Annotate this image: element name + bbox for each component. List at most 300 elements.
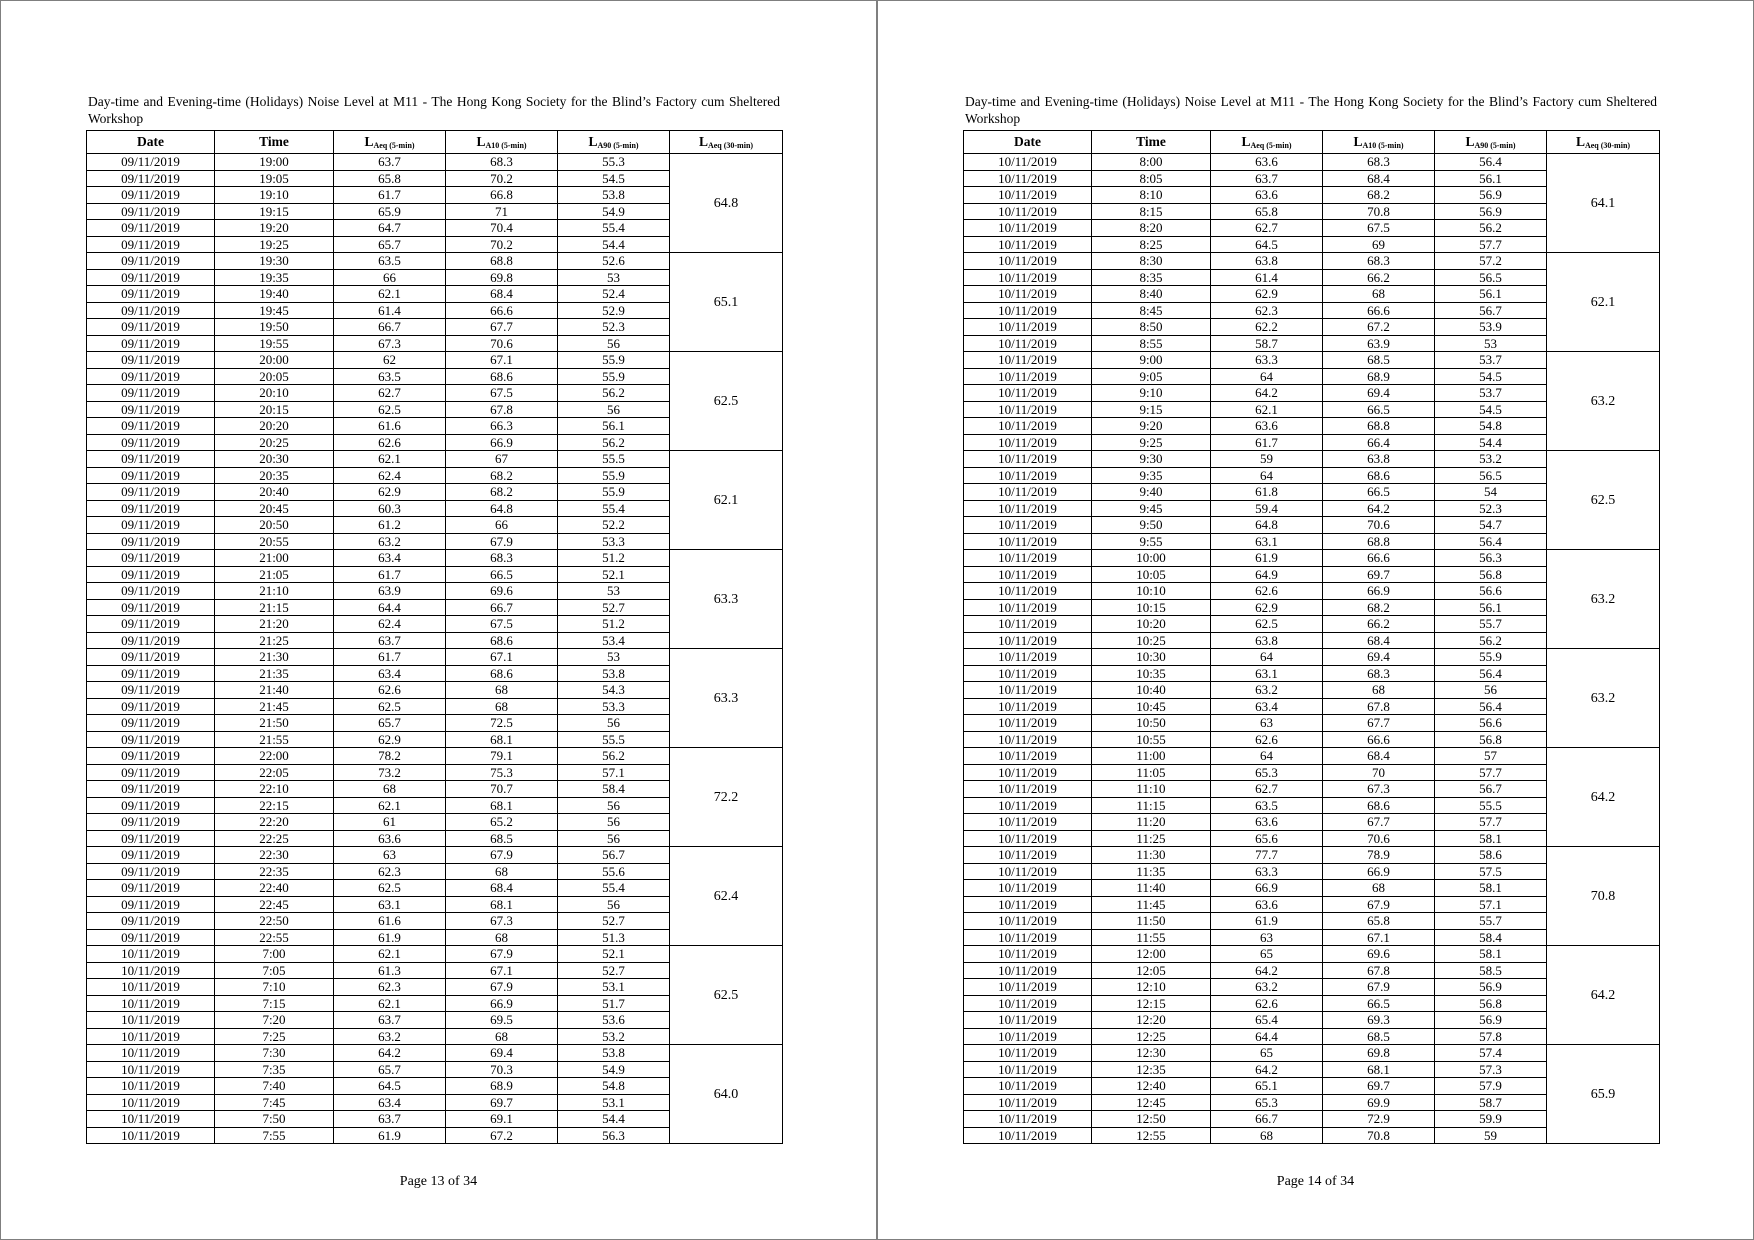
la90-5min-column-header: $L_{A90 (5-min)}$ [1435, 131, 1547, 154]
la90-5min-cell: 56.7 [558, 847, 670, 864]
table-caption: Day-time and Evening-time (Holidays) Noise Level at M11 - The Hong Kong Society for the Blind’s Factory cum Sheltered Workshop [88, 94, 780, 126]
la90-5min-cell: 53 [1435, 335, 1547, 352]
la90-5min-cell: 56 [558, 401, 670, 418]
la10-5min-cell: 70.2 [446, 236, 558, 253]
laeq-5min-cell: 65.1 [1211, 1078, 1323, 1095]
time-cell: 9:45 [1092, 500, 1211, 517]
la90-5min-cell: 56.3 [558, 1127, 670, 1144]
la90-5min-cell: 54.7 [1435, 517, 1547, 534]
date-cell: 09/11/2019 [87, 550, 215, 567]
time-cell: 21:20 [215, 616, 334, 633]
date-cell: 09/11/2019 [87, 451, 215, 468]
laeq-5min-cell: 63.7 [1211, 170, 1323, 187]
la90-5min-cell: 55.4 [558, 880, 670, 897]
table-row [964, 352, 1660, 369]
la10-5min-cell: 68 [446, 929, 558, 946]
date-cell: 10/11/2019 [964, 517, 1092, 534]
laeq-5min-cell: 65.7 [334, 1061, 446, 1078]
date-cell: 10/11/2019 [964, 781, 1092, 798]
la90-5min-cell: 51.2 [558, 550, 670, 567]
la10-5min-cell: 79.1 [446, 748, 558, 765]
la10-5min-cell: 68.9 [1323, 368, 1435, 385]
la10-5min-cell: 67.8 [446, 401, 558, 418]
laeq-5min-cell: 78.2 [334, 748, 446, 765]
la10-5min-cell: 70.8 [1323, 1127, 1435, 1144]
la90-5min-cell: 51.7 [558, 995, 670, 1012]
date-cell: 10/11/2019 [964, 220, 1092, 237]
time-cell: 19:00 [215, 154, 334, 171]
time-cell: 7:40 [215, 1078, 334, 1095]
la10-5min-cell: 70.8 [1323, 203, 1435, 220]
la90-5min-cell: 57.1 [1435, 896, 1547, 913]
laeq-5min-cell: 63.6 [1211, 154, 1323, 171]
la10-5min-cell: 66.9 [446, 995, 558, 1012]
la90-5min-cell: 56.9 [1435, 1012, 1547, 1029]
la90-5min-cell: 56.6 [1435, 715, 1547, 732]
laeq-5min-cell: 66.7 [1211, 1111, 1323, 1128]
la90-5min-cell: 56 [558, 896, 670, 913]
la90-5min-cell: 56.1 [1435, 286, 1547, 303]
time-cell: 9:35 [1092, 467, 1211, 484]
la10-5min-cell: 67.9 [1323, 979, 1435, 996]
laeq-5min-cell: 61.7 [334, 566, 446, 583]
la10-5min-cell: 66.9 [1323, 583, 1435, 600]
la10-5min-cell: 69.4 [1323, 649, 1435, 666]
noise-level-table [963, 130, 1660, 1144]
date-cell: 10/11/2019 [964, 550, 1092, 567]
date-cell: 10/11/2019 [964, 418, 1092, 435]
la10-5min-cell: 68.4 [1323, 170, 1435, 187]
laeq-30min-cell: 63.3 [670, 649, 783, 748]
la90-5min-cell: 52.2 [558, 517, 670, 534]
time-cell: 10:40 [1092, 682, 1211, 699]
time-cell: 11:00 [1092, 748, 1211, 765]
laeq-5min-cell: 63.1 [1211, 533, 1323, 550]
date-cell: 10/11/2019 [964, 731, 1092, 748]
table-row [964, 946, 1660, 963]
la90-5min-cell: 55.4 [558, 500, 670, 517]
laeq-5min-cell: 63.7 [334, 1012, 446, 1029]
date-cell: 10/11/2019 [964, 335, 1092, 352]
date-cell: 10/11/2019 [87, 1012, 215, 1029]
la90-5min-cell: 56.7 [1435, 781, 1547, 798]
laeq-5min-cell: 63.4 [1211, 698, 1323, 715]
laeq-5min-cell: 68 [334, 781, 446, 798]
la90-5min-cell: 53.6 [558, 1012, 670, 1029]
la10-5min-cell: 66.9 [446, 434, 558, 451]
laeq-5min-cell: 61.3 [334, 962, 446, 979]
table-row [87, 253, 783, 270]
laeq-5min-cell: 61.9 [1211, 913, 1323, 930]
noise-level-table [86, 130, 783, 1144]
date-cell: 10/11/2019 [964, 995, 1092, 1012]
time-cell: 21:05 [215, 566, 334, 583]
date-cell: 09/11/2019 [87, 814, 215, 831]
laeq-5min-cell: 61.6 [334, 913, 446, 930]
date-cell: 10/11/2019 [964, 599, 1092, 616]
time-cell: 21:50 [215, 715, 334, 732]
laeq-5min-cell: 62.7 [1211, 781, 1323, 798]
la90-5min-cell: 58.1 [1435, 880, 1547, 897]
la10-5min-cell: 68.3 [446, 154, 558, 171]
la10-5min-cell: 69.3 [1323, 1012, 1435, 1029]
laeq-5min-cell: 63.6 [1211, 418, 1323, 435]
date-cell: 10/11/2019 [87, 1111, 215, 1128]
la90-5min-cell: 54.3 [558, 682, 670, 699]
laeq-5min-cell: 64 [1211, 748, 1323, 765]
laeq-5min-cell: 59.4 [1211, 500, 1323, 517]
table-row [964, 154, 1660, 171]
time-cell: 20:35 [215, 467, 334, 484]
date-cell: 09/11/2019 [87, 616, 215, 633]
laeq-5min-cell: 62.9 [334, 731, 446, 748]
laeq-5min-cell: 61.4 [1211, 269, 1323, 286]
time-cell: 12:40 [1092, 1078, 1211, 1095]
time-cell: 9:25 [1092, 434, 1211, 451]
la10-5min-cell: 68.6 [1323, 467, 1435, 484]
la10-5min-cell: 68.6 [446, 368, 558, 385]
time-cell: 12:30 [1092, 1045, 1211, 1062]
la10-5min-cell: 67.7 [1323, 814, 1435, 831]
time-cell: 11:25 [1092, 830, 1211, 847]
laeq-5min-cell: 62.9 [334, 484, 446, 501]
date-cell: 09/11/2019 [87, 302, 215, 319]
la90-5min-cell: 57.4 [1435, 1045, 1547, 1062]
la10-5min-column-header: $L_{A10 (5-min)}$ [446, 131, 558, 154]
date-cell: 10/11/2019 [964, 1094, 1092, 1111]
la90-5min-cell: 58.5 [1435, 962, 1547, 979]
time-cell: 22:10 [215, 781, 334, 798]
laeq-30min-cell: 62.5 [670, 946, 783, 1045]
la90-5min-cell: 55.3 [558, 154, 670, 171]
time-cell: 21:35 [215, 665, 334, 682]
la10-5min-cell: 70.7 [446, 781, 558, 798]
la10-5min-cell: 63.8 [1323, 451, 1435, 468]
la90-5min-cell: 52.6 [558, 253, 670, 270]
time-cell: 11:40 [1092, 880, 1211, 897]
la10-5min-cell: 68.4 [1323, 748, 1435, 765]
la90-5min-cell: 55.5 [1435, 797, 1547, 814]
la10-5min-cell: 68.1 [1323, 1061, 1435, 1078]
laeq-30min-cell: 64.1 [1547, 154, 1660, 253]
document-page-14 [877, 0, 1754, 1240]
laeq-5min-cell: 61.2 [334, 517, 446, 534]
time-cell: 20:05 [215, 368, 334, 385]
la10-5min-cell: 66.5 [1323, 484, 1435, 501]
laeq-5min-cell: 62.3 [334, 979, 446, 996]
laeq-5min-cell: 64.5 [1211, 236, 1323, 253]
la10-5min-cell: 68 [446, 698, 558, 715]
laeq-5min-cell: 63 [1211, 929, 1323, 946]
date-cell: 10/11/2019 [87, 1127, 215, 1144]
la90-5min-cell: 53.8 [558, 665, 670, 682]
laeq-5min-cell: 62.1 [334, 286, 446, 303]
la90-5min-cell: 54.5 [558, 170, 670, 187]
date-cell: 10/11/2019 [964, 500, 1092, 517]
laeq-5min-cell: 63.3 [1211, 352, 1323, 369]
date-cell: 09/11/2019 [87, 220, 215, 237]
table-row [87, 847, 783, 864]
date-cell: 10/11/2019 [964, 253, 1092, 270]
date-cell: 10/11/2019 [964, 962, 1092, 979]
la90-5min-cell: 56 [558, 830, 670, 847]
time-cell: 19:50 [215, 319, 334, 336]
laeq-5min-cell: 63.4 [334, 550, 446, 567]
date-cell: 10/11/2019 [87, 946, 215, 963]
la10-5min-cell: 68.6 [446, 665, 558, 682]
la10-5min-cell: 70.4 [446, 220, 558, 237]
date-cell: 09/11/2019 [87, 154, 215, 171]
date-cell: 09/11/2019 [87, 797, 215, 814]
la90-5min-cell: 57.7 [1435, 764, 1547, 781]
time-cell: 19:20 [215, 220, 334, 237]
date-cell: 10/11/2019 [964, 814, 1092, 831]
laeq-5min-cell: 63.2 [334, 1028, 446, 1045]
la10-5min-cell: 69.4 [446, 1045, 558, 1062]
date-cell: 10/11/2019 [964, 583, 1092, 600]
la10-5min-cell: 67.1 [446, 352, 558, 369]
la10-5min-cell: 69.8 [1323, 1045, 1435, 1062]
la90-5min-cell: 54.5 [1435, 401, 1547, 418]
date-cell: 10/11/2019 [964, 566, 1092, 583]
page-number: Page 14 of 34 [1276, 1174, 1355, 1189]
la10-5min-cell: 66.4 [1323, 434, 1435, 451]
la90-5min-cell: 53.2 [558, 1028, 670, 1045]
laeq-5min-cell: 64 [1211, 467, 1323, 484]
la10-5min-cell: 68 [1323, 880, 1435, 897]
la10-5min-cell: 68.2 [1323, 599, 1435, 616]
laeq-5min-cell: 63.1 [334, 896, 446, 913]
la10-5min-cell: 66.5 [1323, 401, 1435, 418]
la10-5min-cell: 69.7 [446, 1094, 558, 1111]
laeq-30min-cell: 70.8 [1547, 847, 1660, 946]
la90-5min-cell: 56.5 [1435, 269, 1547, 286]
time-cell: 11:10 [1092, 781, 1211, 798]
time-cell: 7:05 [215, 962, 334, 979]
la90-5min-cell: 58.1 [1435, 946, 1547, 963]
time-cell: 11:50 [1092, 913, 1211, 930]
laeq-5min-cell: 65 [1211, 946, 1323, 963]
la10-5min-cell: 68 [446, 682, 558, 699]
la10-5min-cell: 69.1 [446, 1111, 558, 1128]
laeq-5min-cell: 60.3 [334, 500, 446, 517]
la90-5min-cell: 56 [558, 715, 670, 732]
time-cell: 12:55 [1092, 1127, 1211, 1144]
date-cell: 09/11/2019 [87, 286, 215, 303]
la10-5min-cell: 69 [1323, 236, 1435, 253]
time-cell: 8:40 [1092, 286, 1211, 303]
table-row [87, 649, 783, 666]
la10-5min-cell: 68.1 [446, 896, 558, 913]
laeq-5min-cell: 61.7 [334, 187, 446, 204]
date-cell: 09/11/2019 [87, 418, 215, 435]
laeq-5min-cell: 62.7 [1211, 220, 1323, 237]
laeq-5min-cell: 64.2 [1211, 962, 1323, 979]
date-cell: 09/11/2019 [87, 187, 215, 204]
time-cell: 10:20 [1092, 616, 1211, 633]
la90-5min-cell: 54.4 [558, 236, 670, 253]
la10-5min-cell: 70 [1323, 764, 1435, 781]
la90-5min-cell: 56.4 [1435, 698, 1547, 715]
laeq-5min-column-header: $L_{Aeq (5-min)}$ [1211, 131, 1323, 154]
table-row [964, 451, 1660, 468]
time-cell: 7:30 [215, 1045, 334, 1062]
date-cell: 10/11/2019 [964, 451, 1092, 468]
la90-5min-cell: 54.8 [558, 1078, 670, 1095]
laeq-5min-cell: 65.8 [334, 170, 446, 187]
la90-5min-cell: 53.1 [558, 1094, 670, 1111]
date-cell: 10/11/2019 [964, 187, 1092, 204]
laeq-5min-cell: 66.9 [1211, 880, 1323, 897]
la10-5min-cell: 68.4 [446, 286, 558, 303]
la10-5min-cell: 67.3 [446, 913, 558, 930]
time-cell: 10:10 [1092, 583, 1211, 600]
date-cell: 10/11/2019 [964, 665, 1092, 682]
date-cell: 10/11/2019 [964, 682, 1092, 699]
la90-5min-cell: 53 [558, 583, 670, 600]
la90-5min-cell: 52.3 [1435, 500, 1547, 517]
laeq-5min-cell: 65.8 [1211, 203, 1323, 220]
time-cell: 22:50 [215, 913, 334, 930]
time-cell: 8:25 [1092, 236, 1211, 253]
laeq-5min-cell: 62.7 [334, 385, 446, 402]
la90-5min-cell: 52.3 [558, 319, 670, 336]
date-cell: 09/11/2019 [87, 335, 215, 352]
time-cell: 7:15 [215, 995, 334, 1012]
laeq-5min-cell: 64.4 [1211, 1028, 1323, 1045]
time-cell: 10:55 [1092, 731, 1211, 748]
laeq-5min-cell: 63 [1211, 715, 1323, 732]
time-cell: 22:55 [215, 929, 334, 946]
date-cell: 10/11/2019 [964, 203, 1092, 220]
date-cell: 10/11/2019 [964, 434, 1092, 451]
la90-5min-cell: 55.9 [558, 484, 670, 501]
laeq-5min-cell: 62.1 [334, 946, 446, 963]
time-cell: 7:35 [215, 1061, 334, 1078]
date-cell: 09/11/2019 [87, 583, 215, 600]
time-cell: 7:50 [215, 1111, 334, 1128]
time-cell: 12:05 [1092, 962, 1211, 979]
laeq-5min-cell: 64.7 [334, 220, 446, 237]
la90-5min-cell: 56.3 [1435, 550, 1547, 567]
laeq-5min-cell: 64 [1211, 368, 1323, 385]
la90-5min-cell: 57.8 [1435, 1028, 1547, 1045]
la10-5min-cell: 70.6 [1323, 517, 1435, 534]
date-cell: 10/11/2019 [964, 649, 1092, 666]
la10-5min-cell: 67.9 [446, 946, 558, 963]
date-cell: 10/11/2019 [87, 1078, 215, 1095]
time-cell: 20:50 [215, 517, 334, 534]
date-cell: 09/11/2019 [87, 170, 215, 187]
date-cell: 09/11/2019 [87, 203, 215, 220]
laeq-30min-cell: 62.5 [670, 352, 783, 451]
date-cell: 09/11/2019 [87, 236, 215, 253]
la90-5min-cell: 54.9 [558, 1061, 670, 1078]
la10-5min-cell: 69.9 [1323, 1094, 1435, 1111]
la10-5min-cell: 69.8 [446, 269, 558, 286]
date-cell: 09/11/2019 [87, 500, 215, 517]
la90-5min-cell: 56.2 [1435, 632, 1547, 649]
time-cell: 19:25 [215, 236, 334, 253]
time-cell: 9:05 [1092, 368, 1211, 385]
laeq-5min-cell: 62.4 [334, 467, 446, 484]
time-cell: 8:20 [1092, 220, 1211, 237]
laeq-5min-cell: 63.2 [334, 533, 446, 550]
laeq-5min-cell: 65.3 [1211, 764, 1323, 781]
table-row [87, 1045, 783, 1062]
la10-5min-cell: 68.6 [446, 632, 558, 649]
laeq-5min-cell: 63.7 [334, 1111, 446, 1128]
table-row [87, 352, 783, 369]
la10-5min-cell: 67.2 [446, 1127, 558, 1144]
laeq-5min-cell: 62.3 [1211, 302, 1323, 319]
time-cell: 9:30 [1092, 451, 1211, 468]
table-header-row [964, 131, 1660, 154]
time-column-header: Time [1092, 131, 1211, 154]
la90-5min-cell: 53.1 [558, 979, 670, 996]
laeq-5min-cell: 65.3 [1211, 1094, 1323, 1111]
date-cell: 09/11/2019 [87, 764, 215, 781]
time-cell: 11:55 [1092, 929, 1211, 946]
time-cell: 22:15 [215, 797, 334, 814]
time-cell: 22:05 [215, 764, 334, 781]
laeq-5min-cell: 64.2 [334, 1045, 446, 1062]
la90-5min-cell: 52.7 [558, 599, 670, 616]
time-cell: 11:15 [1092, 797, 1211, 814]
laeq-5min-cell: 61.9 [1211, 550, 1323, 567]
la90-5min-cell: 57.2 [1435, 253, 1547, 270]
date-cell: 10/11/2019 [964, 484, 1092, 501]
laeq-5min-cell: 64.9 [1211, 566, 1323, 583]
la90-5min-cell: 56.4 [1435, 665, 1547, 682]
date-cell: 10/11/2019 [964, 896, 1092, 913]
time-cell: 19:05 [215, 170, 334, 187]
laeq-5min-cell: 58.7 [1211, 335, 1323, 352]
date-cell: 09/11/2019 [87, 913, 215, 930]
date-cell: 10/11/2019 [964, 1012, 1092, 1029]
la90-5min-cell: 56.2 [1435, 220, 1547, 237]
laeq-5min-cell: 65.7 [334, 715, 446, 732]
laeq-30min-cell: 65.9 [1547, 1045, 1660, 1144]
laeq-5min-cell: 66.7 [334, 319, 446, 336]
la10-5min-cell: 69.7 [1323, 566, 1435, 583]
time-cell: 20:40 [215, 484, 334, 501]
time-cell: 8:50 [1092, 319, 1211, 336]
date-cell: 09/11/2019 [87, 484, 215, 501]
la10-5min-cell: 66.9 [1323, 863, 1435, 880]
date-cell: 09/11/2019 [87, 319, 215, 336]
laeq-30min-cell: 62.5 [1547, 451, 1660, 550]
date-cell: 10/11/2019 [87, 962, 215, 979]
la90-5min-cell: 54.5 [1435, 368, 1547, 385]
date-cell: 09/11/2019 [87, 566, 215, 583]
la90-5min-cell: 55.9 [1435, 649, 1547, 666]
la10-5min-cell: 69.4 [1323, 385, 1435, 402]
laeq-5min-cell: 61.7 [1211, 434, 1323, 451]
la10-5min-cell: 70.3 [446, 1061, 558, 1078]
laeq-5min-cell: 63.4 [334, 665, 446, 682]
date-cell: 09/11/2019 [87, 665, 215, 682]
la10-5min-cell: 69.6 [446, 583, 558, 600]
laeq-5min-cell: 62.1 [1211, 401, 1323, 418]
laeq-5min-cell: 61.8 [1211, 484, 1323, 501]
la90-5min-cell: 55.4 [558, 220, 670, 237]
la10-5min-cell: 66.3 [446, 418, 558, 435]
time-cell: 7:00 [215, 946, 334, 963]
la10-5min-cell: 68 [1323, 682, 1435, 699]
date-cell: 10/11/2019 [87, 1094, 215, 1111]
la10-5min-cell: 67.7 [446, 319, 558, 336]
